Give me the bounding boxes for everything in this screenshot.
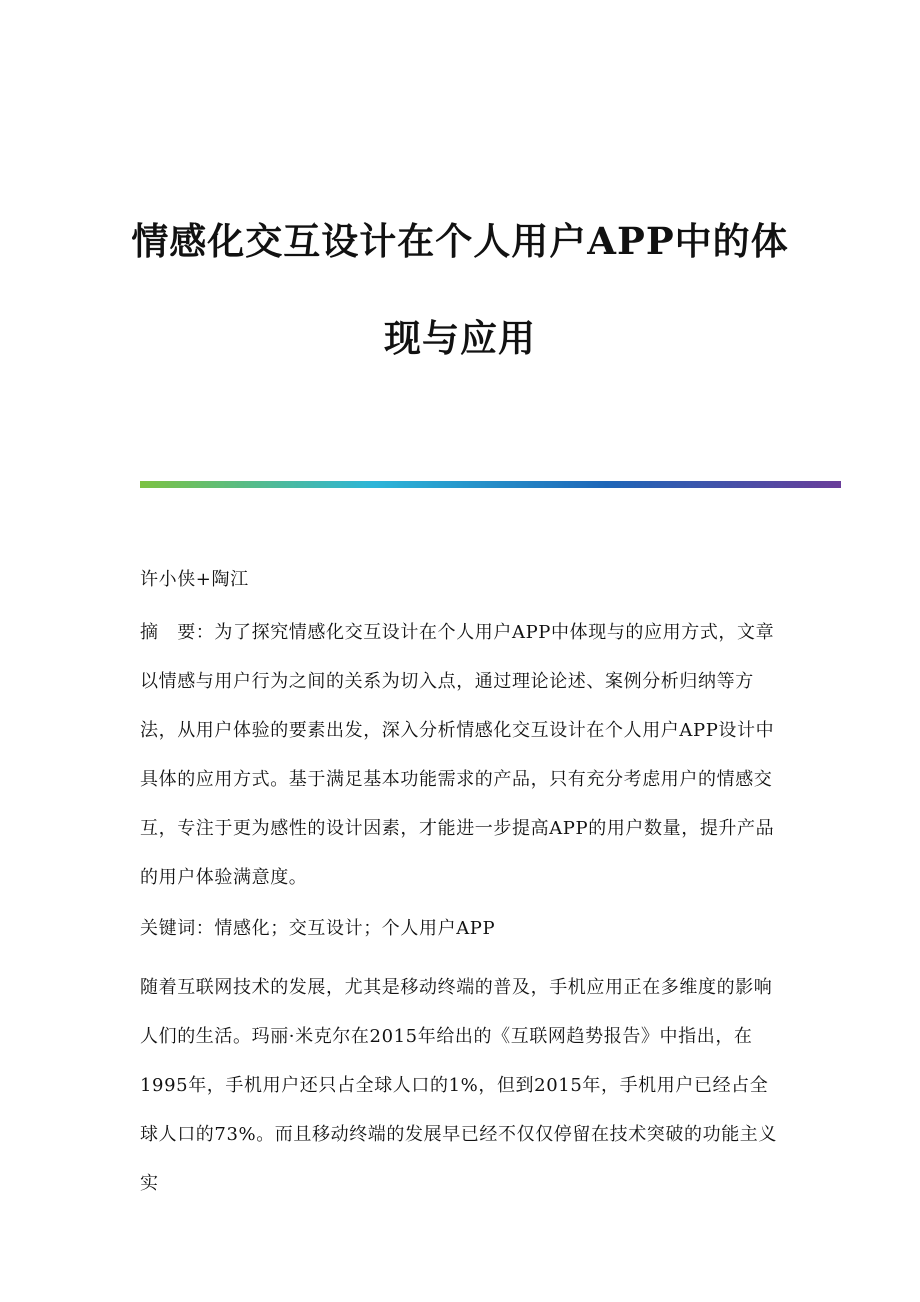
title-divider: [140, 481, 841, 488]
author-line: 许小侠+陶江: [140, 569, 249, 590]
document-title-line-1: 情感化交互设计在个人用户APP中的体: [131, 219, 789, 263]
abstract-paragraph: 摘 要：为了探究情感化交互设计在个人用户APP中体现与的应用方式，文章以情感与用户行为之间的关系为切入点，通过理论论述、案例分析归纳等方法，从用户体验的要素出发，深入分析情感化交互设计在个人用户APP设计中具体的应用方式。基于满足基本功能需求的产品，只有充分考虑用户的情感交互，专注于更为感性的设计因素，才能进一步提高APP的用户数量，提升产品的用户体验满意度。: [140, 622, 775, 888]
keywords-line: 关键词：情感化；交互设计；个人用户APP: [140, 918, 496, 939]
document-title-line-2: 现与应用: [384, 316, 536, 360]
body-paragraph: 随着互联网技术的发展，尤其是移动终端的普及，手机应用正在多维度的影响人们的生活。玛丽·米克尔在2015年给出的《互联网趋势报告》中指出，在1995年，手机用户还只占全球人口的1%，但到2015年，手机用户已经占全球人口的73%。而且移动终端的发展早已经不仅仅停留在技术突破的功能主义实: [140, 977, 778, 1194]
